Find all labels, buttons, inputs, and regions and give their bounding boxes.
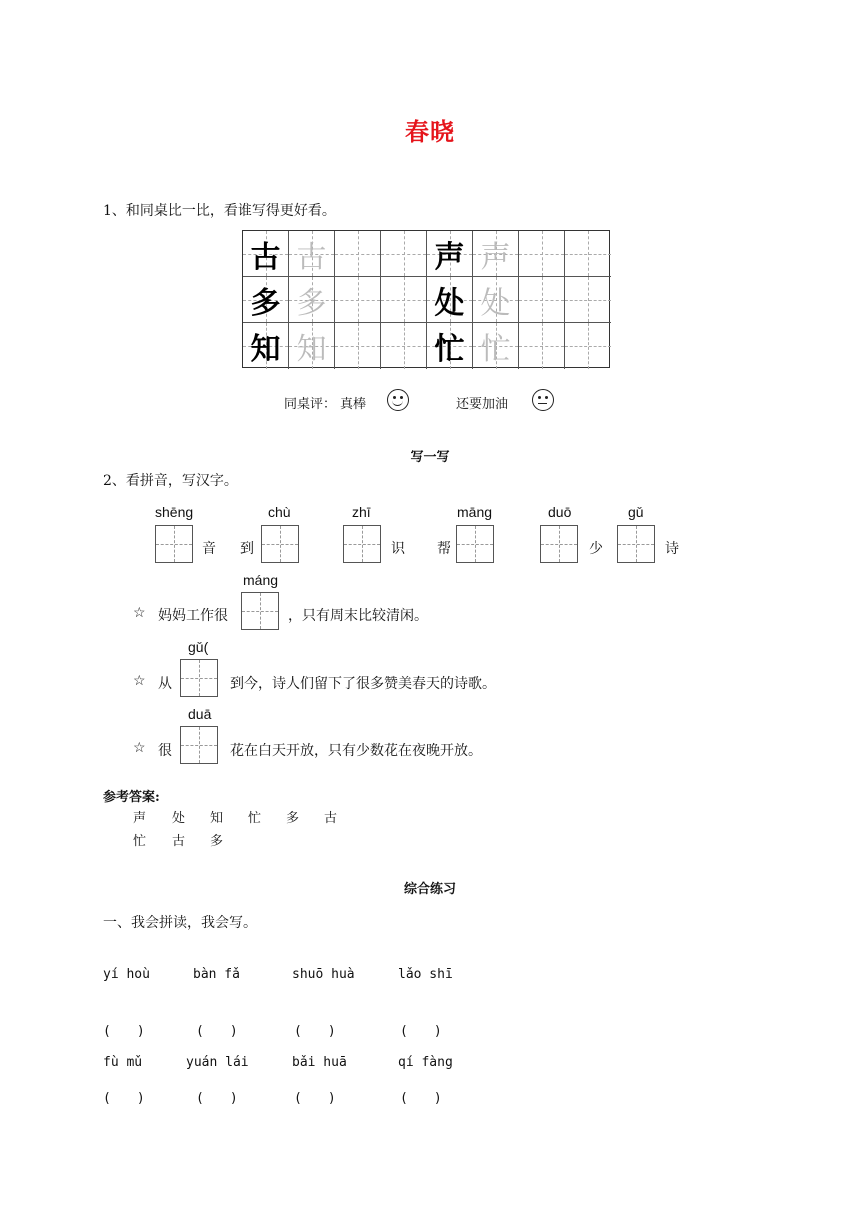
grid-cell: 忙	[427, 323, 473, 369]
grid-cell[interactable]	[335, 323, 381, 369]
grid-cell[interactable]	[335, 277, 381, 323]
pinyin-word: qí fàng	[398, 1055, 453, 1070]
grid-cell: 多	[289, 277, 335, 323]
pinyin-label: shēng	[155, 504, 194, 520]
word-suffix: 音	[202, 541, 216, 557]
grid-cell[interactable]	[519, 277, 565, 323]
page-title: 春晓	[405, 117, 455, 146]
answer-char: 古	[172, 834, 186, 849]
write-box[interactable]	[456, 525, 494, 563]
neutral-face-icon[interactable]	[532, 389, 554, 411]
write-box[interactable]	[261, 525, 299, 563]
grid-cell[interactable]	[381, 231, 427, 277]
word-prefix: 到	[240, 541, 254, 557]
grid-cell: 声	[473, 231, 519, 277]
eval-good-label: 真棒	[340, 397, 367, 412]
pinyin-label: zhī	[352, 504, 371, 520]
star-icon: ☆	[133, 740, 146, 756]
sentence-prefix: 妈妈工作很	[158, 608, 228, 624]
grid-cell: 知	[289, 323, 335, 369]
write-box[interactable]	[155, 525, 193, 563]
answer-blank[interactable]: ( )	[103, 1024, 145, 1039]
grid-cell: 处	[427, 277, 473, 323]
pinyin-word: bàn fǎ	[193, 967, 240, 982]
grid-cell[interactable]	[519, 231, 565, 277]
pinyin-word: lǎo shī	[398, 967, 453, 982]
grid-cell[interactable]	[565, 323, 611, 369]
question-2-prompt: 2、看拼音，写汉字。	[103, 473, 238, 489]
exercise-1-prompt: 一、我会拼读，我会写。	[103, 915, 257, 931]
pinyin-word: fù mǔ	[103, 1055, 143, 1070]
grid-cell: 忙	[473, 323, 519, 369]
grid-cell[interactable]	[565, 277, 611, 323]
write-box[interactable]	[617, 525, 655, 563]
answer-blank[interactable]: ( )	[196, 1091, 238, 1106]
word-suffix: 少	[589, 541, 603, 557]
grid-cell: 多	[243, 277, 289, 323]
grid-cell[interactable]	[381, 277, 427, 323]
answer-blank[interactable]: ( )	[400, 1024, 442, 1039]
answer-label: 参考答案:	[103, 790, 160, 805]
pinyin-word: yí hoù	[103, 967, 150, 982]
smiley-face-icon[interactable]	[387, 389, 409, 411]
pinyin-word: yuán lái	[186, 1055, 249, 1070]
section-heading-write: 写一写	[410, 450, 450, 465]
star-icon: ☆	[133, 605, 146, 621]
answer-blank[interactable]: ( )	[400, 1091, 442, 1106]
word-suffix: 识	[391, 541, 405, 557]
sentence-prefix: 很	[158, 743, 172, 759]
answer-blank[interactable]: ( )	[294, 1091, 336, 1106]
write-box[interactable]	[241, 592, 279, 630]
question-1-prompt: 1、和同桌比一比，看谁写得更好看。	[103, 203, 336, 219]
write-box[interactable]	[540, 525, 578, 563]
sentence-suffix: 花在白天开放，只有少数花在夜晚开放。	[230, 743, 482, 759]
sentence-suffix: 到今，诗人们留下了很多赞美春天的诗歌。	[230, 676, 496, 692]
answer-char: 忙	[133, 834, 147, 849]
pinyin-label: duā	[188, 706, 212, 722]
answer-char: 多	[210, 834, 224, 849]
answer-char: 声	[133, 811, 147, 826]
pinyin-label: duō	[548, 504, 572, 520]
grid-cell[interactable]	[335, 231, 381, 277]
star-icon: ☆	[133, 673, 146, 689]
grid-cell[interactable]	[381, 323, 427, 369]
answer-char: 忙	[248, 811, 262, 826]
sentence-suffix: ，只有周末比较清闲。	[288, 608, 428, 624]
write-box[interactable]	[180, 659, 218, 697]
grid-cell: 声	[427, 231, 473, 277]
pinyin-word: bǎi huā	[292, 1055, 347, 1070]
answer-blank[interactable]: ( )	[103, 1091, 145, 1106]
answer-char: 处	[172, 811, 186, 826]
answer-char: 多	[286, 811, 300, 826]
answer-blank[interactable]: ( )	[294, 1024, 336, 1039]
pinyin-label: chù	[268, 504, 291, 520]
pinyin-label: gǔ(	[188, 639, 209, 655]
grid-cell: 古	[289, 231, 335, 277]
word-suffix: 诗	[665, 541, 679, 557]
grid-cell[interactable]	[565, 231, 611, 277]
grid-cell[interactable]	[519, 323, 565, 369]
eval-more-label: 还要加油	[456, 397, 509, 412]
section-heading-comprehensive: 综合练习	[403, 882, 456, 897]
pinyin-label: máng	[243, 572, 279, 588]
pinyin-label: māng	[457, 504, 493, 520]
answer-char: 知	[210, 811, 224, 826]
answer-blank[interactable]: ( )	[196, 1024, 238, 1039]
grid-cell: 知	[243, 323, 289, 369]
eval-label: 同桌评：	[284, 397, 337, 412]
grid-cell: 处	[473, 277, 519, 323]
pinyin-word: shuō huà	[292, 967, 355, 982]
answer-char: 古	[324, 811, 338, 826]
word-prefix: 帮	[437, 541, 451, 557]
write-box[interactable]	[343, 525, 381, 563]
pinyin-label: gǔ	[628, 504, 644, 520]
sentence-prefix: 从	[158, 676, 172, 692]
practice-grid	[242, 230, 610, 368]
grid-cell: 古	[243, 231, 289, 277]
write-box[interactable]	[180, 726, 218, 764]
